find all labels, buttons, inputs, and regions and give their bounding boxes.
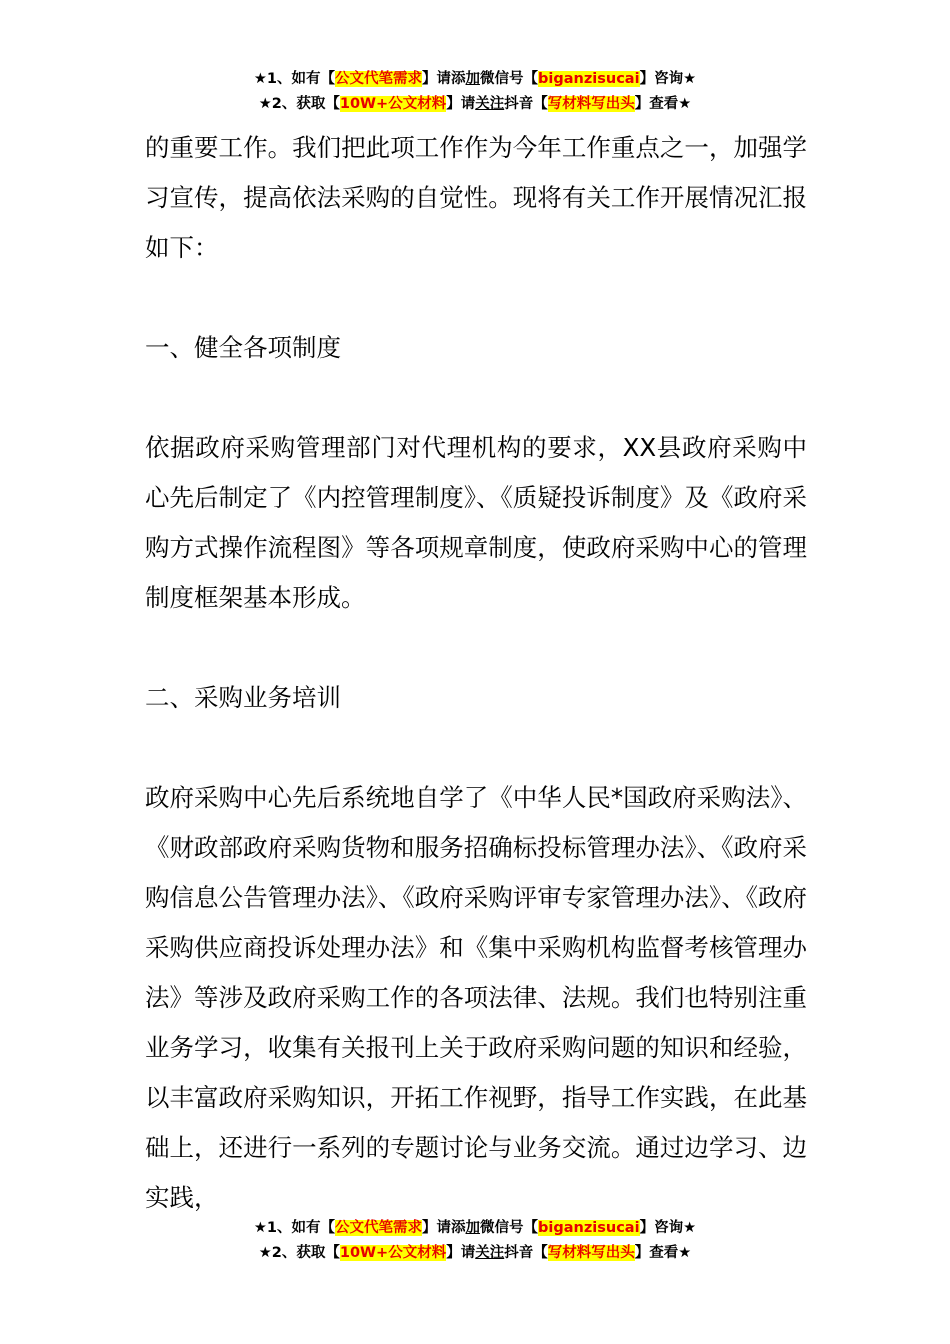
banner-text: 抖音【 <box>504 96 548 112</box>
banner-line-1 <box>0 67 950 92</box>
banner-highlight: 10W+公文材料 <box>339 1245 447 1261</box>
banner-text: ★1、如有【 <box>253 71 336 87</box>
banner-highlight: biganzisucai <box>538 1220 640 1236</box>
paragraph-intro: 的重要工作。我们把此项工作作为今年工作重点之一，加强学习宣传，提高依法采购的自觉性。现将有关工作开展情况汇报如下： <box>145 133 807 262</box>
banner-underline: 加 <box>465 71 481 87</box>
banner-text: 】请添 <box>422 1220 466 1236</box>
header-banner <box>0 67 950 117</box>
banner-text: 】请添 <box>422 71 466 87</box>
banner-text: 微信号【 <box>480 1220 539 1236</box>
banner-text: 】查看★ <box>634 96 692 112</box>
document-body <box>145 123 807 1223</box>
banner-text: 】请 <box>446 96 476 112</box>
banner-highlight: 写材料写出头 <box>547 96 635 112</box>
banner-text: ★1、如有【 <box>253 1220 336 1236</box>
banner-text: 】查看★ <box>634 1245 692 1261</box>
banner-text: 微信号【 <box>480 71 539 87</box>
banner-underline: 关注 <box>475 96 505 112</box>
banner-highlight: 公文代笔需求 <box>335 1220 423 1236</box>
banner-highlight: 10W+公文材料 <box>339 96 447 112</box>
section-heading-1: 一、健全各项制度 <box>145 333 341 362</box>
banner-underline: 加 <box>465 1220 481 1236</box>
banner-text: ★2、获取【 <box>258 96 340 112</box>
banner-highlight: biganzisucai <box>538 71 640 87</box>
paragraph-training: 政府采购中心先后系统地自学了《中华人民*国政府采购法》、《财政部政府采购货物和服务招确标投标管理办法》、《政府采购信息公告管理办法》、《政府采购评审专家管理办法》、《政府采购供应商投诉处理办法》和《集中采购机构监督考核管理办法》等涉及政府采购工作的各项法律、法规。我们也特别注重业务学习，收集有关报刊上关于政府采购问题的知识和经验，以丰富政府采购知识，开拓工作视野，指导工作实践，在此基础上，还进行一系列的专题讨论与业务交流。通过边学习、边实践， <box>145 783 807 1212</box>
banner-text: 】请 <box>446 1245 476 1261</box>
banner-text: 抖音【 <box>504 1245 548 1261</box>
banner-highlight: 公文代笔需求 <box>335 71 423 87</box>
banner-text: 】咨询★ <box>639 1220 697 1236</box>
footer-banner <box>0 1216 950 1266</box>
banner-text: ★2、获取【 <box>258 1245 340 1261</box>
banner-highlight: 写材料写出头 <box>547 1245 635 1261</box>
banner-underline: 关注 <box>475 1245 505 1261</box>
section-heading-2: 二、采购业务培训 <box>145 683 341 712</box>
banner-text: 】咨询★ <box>639 71 697 87</box>
banner-line-2 <box>0 1241 950 1266</box>
banner-line-2 <box>0 92 950 117</box>
banner-line-1 <box>0 1216 950 1241</box>
paragraph-regulations: 依据政府采购管理部门对代理机构的要求，XX县政府采购中心先后制定了《内控管理制度》、《质疑投诉制度》及《政府采购方式操作流程图》等各项规章制度，使政府采购中心的管理制度框架基本形成。 <box>145 433 807 612</box>
